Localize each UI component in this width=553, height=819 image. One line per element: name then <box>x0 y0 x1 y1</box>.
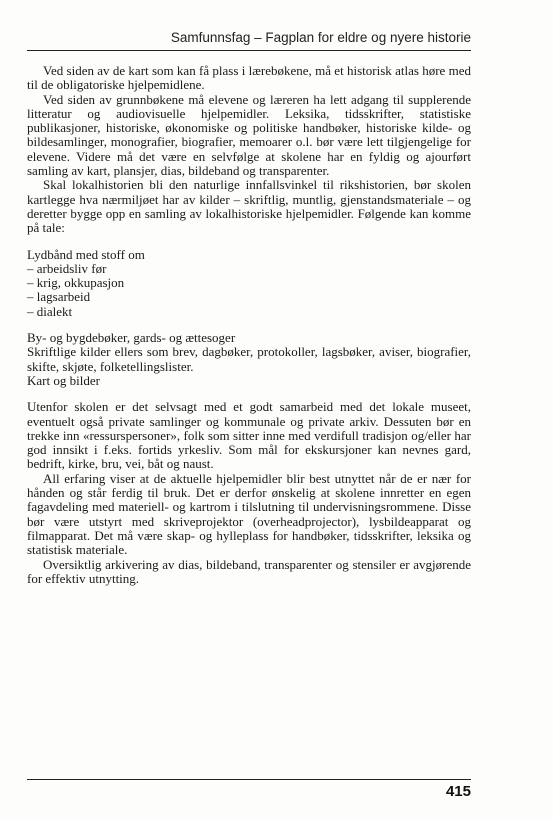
list-item: – dialekt <box>27 303 73 319</box>
paragraph-written-sources: Skriftlige kilder ellers som brev, dagbøker, protokoller, lagsbøker, aviser, biografier, skifte, skjøte, folketellingslister. <box>27 344 471 374</box>
footer-rule <box>27 779 471 780</box>
paragraph-atlas: Ved siden av de kart som kan få plass i lærebøkene, må et historisk atlas høre med til de obligatoriske hjelpemidlene. <box>27 63 471 93</box>
list-item: – arbeidsliv før <box>27 260 107 276</box>
paragraph-outside-school: Utenfor skolen er det selvsagt med et godt samarbeid med det lokale museet, eventuelt også private samlinger og kommunale og private arkiv. Dessuten bør en trekke inn «ressurspersoner», folk som sitter inne med verdifull tradisjon og/eller har god innsikt i f.eks. fortids yrkesliv. Som mål for ekskursjoner kan nevnes gard, bedrift, kirke, bru, vei, båt og naust. <box>27 399 471 472</box>
page-body <box>27 64 471 586</box>
paragraph-maps: Kart og bilder <box>27 372 100 388</box>
paragraph-supplementary: Ved siden av grunnbøkene må elevene og læreren ha lett adgang til supplerende litteratur og audiovisuelle hjelpemidler. Leksika, tidsskrifter, statistiske publikasjoner, historiske, økonomiske og politiske handbøker, historiske kilde- og bildesamlinger, monografier, biografier, memoarer o.l. bør være lett tilgjengelige for elevene. Videre må det være en selvfølge at skolene har en fyldig og ajourført samling av kart, plansjer, dias, bildeband og transparenter. <box>27 91 471 179</box>
list-item: – lagsarbeid <box>27 289 91 305</box>
paragraph-local-history: Skal lokalhistorien bli den naturlige innfallsvinkel til rikshistorien, bør skolen kartlegge hva nærmiljøet har av kilder – skriftlig, muntlig, gjenstandsmateriale – og deretter bygge opp en samling av lokalhistoriske hjelpemidler. Følgende kan komme på tale: <box>27 177 471 236</box>
header-rule <box>27 50 471 51</box>
list-intro: Lydbånd med stoff om <box>27 246 145 262</box>
page-number: 415 <box>445 783 471 800</box>
list-item: – krig, okkupasjon <box>27 275 125 291</box>
paragraph-experience: All erfaring viser at de aktuelle hjelpemidler blir best utnyttet når de er nær for hånden og står ferdig til bruk. Det er derfor ønskelig at skolene innretter en egen fagavdeling med materiell- og kartrom i tilslutning til undervisningsrommene. Disse bør være utstyrt med skriveprojektor (overheadprojector), lysbildeapparat og filmapparat. Det må være skap- og hylleplass for handbøker, tidsskrifter, leksika og statistisk materiale. <box>27 470 471 558</box>
paragraph-books: By- og bygdebøker, gards- og ættesoger <box>27 330 236 346</box>
running-header: Samfunnsfag – Fagplan for eldre og nyere historie <box>170 30 471 45</box>
paragraph-archiving: Oversiktlig arkivering av dias, bildeband, transparenter og stensiler er avgjørende for effektiv utnytting. <box>27 556 471 586</box>
